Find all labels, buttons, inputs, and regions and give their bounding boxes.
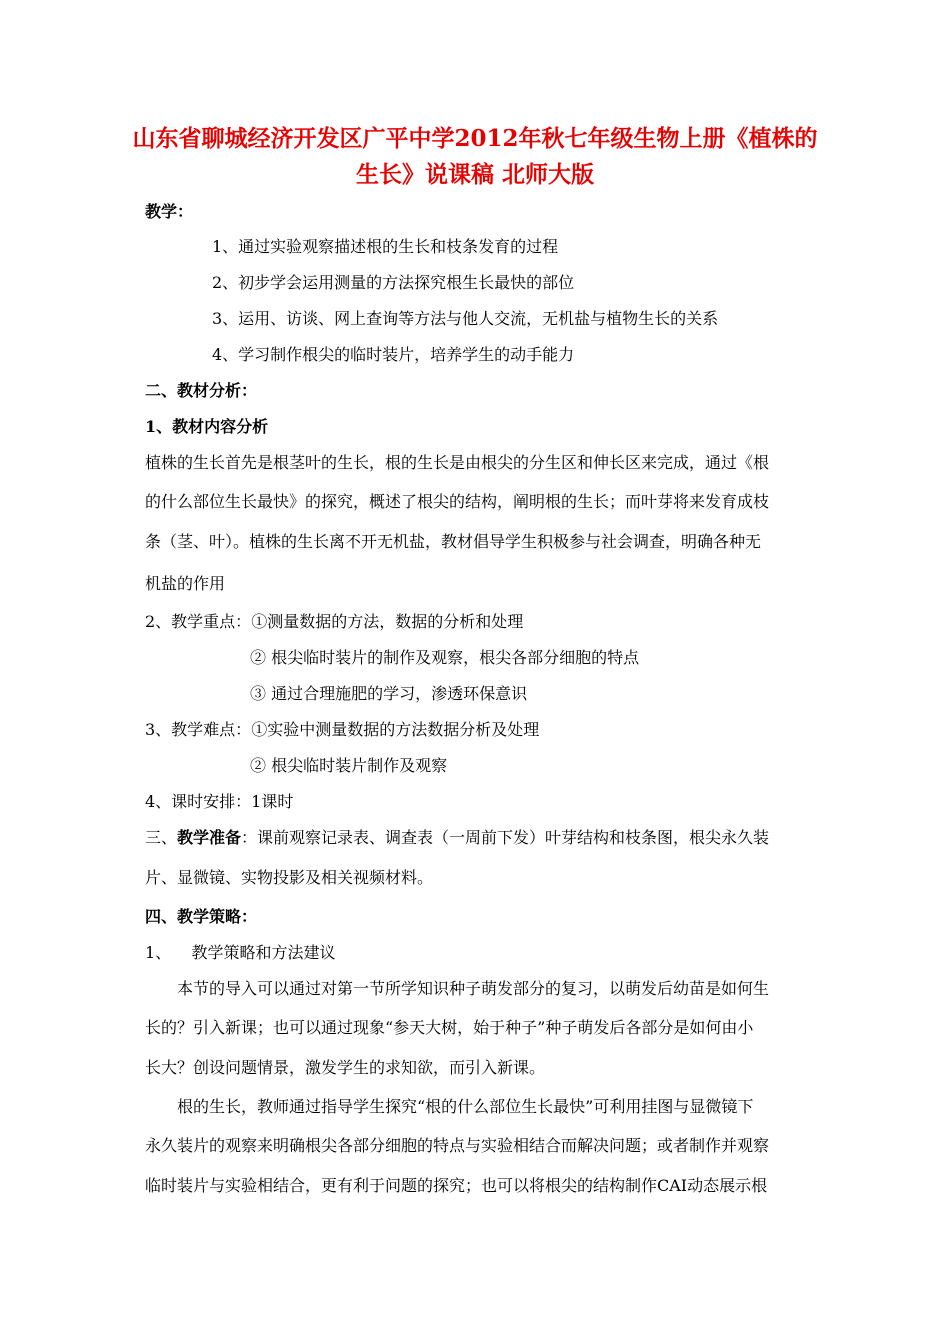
strategy-subheading: 1、 教学策略和方法建议 <box>145 943 336 962</box>
preparation-heading: 教学准备 <box>177 828 242 847</box>
strategy-para2-line-1: 根的生长，教师通过指导学生探究“根的什么部位生长最快”可利用挂图与显微镜下 <box>177 1097 754 1116</box>
preparation-text-1: 课前观察记录表、调查表（一周前下发）叶芽结构和枝条图，根尖永久装 <box>257 828 770 847</box>
teaching-item-2: 2、初步学会运用测量的方法探究根生长最快的部位 <box>212 273 575 292</box>
content-analysis-line-3: 条（茎、叶）。植株的生长离不开无机盐，教材倡导学生积极参与社会调查，明确各种无 <box>145 532 762 551</box>
class-schedule: 4、课时安排：1课时 <box>145 792 294 811</box>
strategy-para2-line-3: 临时装片与实验相结合，更有利于问题的探究；也可以将根尖的结构制作CAI动态展示根 <box>145 1176 768 1195</box>
content-analysis-line-1: 植株的生长首先是根茎叶的生长，根的生长是由根尖的分生区和伸长区来完成，通过《根 <box>145 453 770 472</box>
preparation-prefix: 三、 <box>145 828 178 847</box>
content-analysis-line-4: 机盐的作用 <box>145 574 226 593</box>
key-point-2: ② 根尖临时装片的制作及观察，根尖各部分细胞的特点 <box>250 648 640 667</box>
key-point-1: ①测量数据的方法，数据的分析和处理 <box>251 612 524 631</box>
teaching-item-4: 4、学习制作根尖的临时装片，培养学生的动手能力 <box>212 345 575 364</box>
strategy-para1-line-1: 本节的导入可以通过对第一节所学知识种子萌发部分的复习，以萌发后幼苗是如何生 <box>177 979 770 998</box>
difficulty-2: ② 根尖临时装片制作及观察 <box>250 756 448 775</box>
section-heading-strategy: 四、教学策略： <box>145 907 258 926</box>
preparation-line-1 <box>145 826 769 850</box>
key-points-row <box>145 610 523 634</box>
difficulties-label: 3、教学难点： <box>145 720 252 739</box>
strategy-para1-line-3: 长大？创设问题情景，激发学生的求知欲，而引入新课。 <box>145 1058 546 1077</box>
subheading-content-analysis: 1、教材内容分析 <box>145 417 269 436</box>
section-heading-material-analysis: 二、教材分析： <box>145 381 258 400</box>
teaching-item-1: 1、通过实验观察描述根的生长和枝条发育的过程 <box>212 237 559 256</box>
difficulty-1: ①实验中测量数据的方法数据分析及处理 <box>251 720 540 739</box>
key-point-3: ③ 通过合理施肥的学习，渗透环保意识 <box>250 684 528 703</box>
key-points-label: 2、教学重点： <box>145 612 252 631</box>
strategy-para2-line-2: 永久装片的观察来明确根尖各部分细胞的特点与实验相结合而解决问题；或者制作并观察 <box>145 1136 770 1155</box>
section-heading-teaching: 教学： <box>145 202 194 221</box>
strategy-para1-line-2: 长的？引入新课；也可以通过现象“参天大树，始于种子”种子萌发后各部分是如何由小 <box>145 1018 754 1037</box>
document-title-line-2: 生长》说课稿 北师大版 <box>355 161 594 188</box>
document-title-line-1: 山东省聊城经济开发区广平中学2012年秋七年级生物上册《植株的 <box>132 125 818 152</box>
content-analysis-line-2: 的什么部位生长最快》的探究，概述了根尖的结构，阐明根的生长；而叶芽将来发育成枝 <box>145 492 770 511</box>
preparation-line-2: 片、显微镜、实物投影及相关视频材料。 <box>145 868 434 887</box>
difficulties-row <box>145 718 539 742</box>
teaching-item-3: 3、运用、访谈、网上查询等方法与他人交流，无机盐与植物生长的关系 <box>212 309 719 328</box>
preparation-colon: ： <box>241 828 258 847</box>
